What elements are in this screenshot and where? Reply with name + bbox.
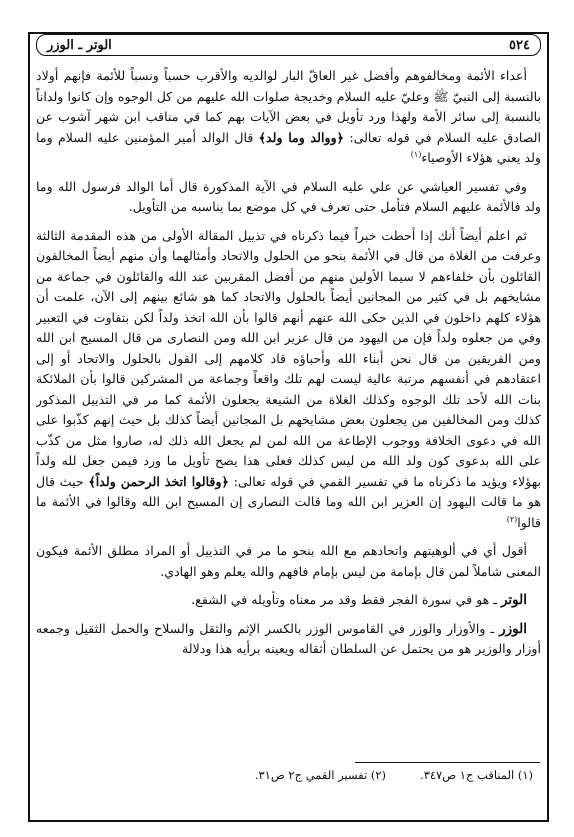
footnote-ref: (١): [410, 149, 422, 159]
footnote-2: (٢) تفسير القمي ج٢ ص٣١.: [254, 768, 387, 782]
quran-quote: ﴿ووالد وما ولد﴾: [258, 129, 345, 145]
footnote-divider: [355, 762, 540, 763]
running-header: [36, 34, 541, 56]
quran-quote: ﴿وقالوا اتخذ الرحمن ولداً﴾: [88, 473, 229, 489]
entry-text: ـ هو في سورة الفجر فقط وقد مر معناه وتأويله في الشفع.: [191, 592, 501, 607]
entry-term: الوزر: [499, 620, 527, 637]
paragraph-text: أعداء الأئمة ومخالفوهم وأفضل غير العاقّ البار لوالديه والأقرب حسباً ونسباً للأئمة فإنهم أولاد بالنسبة إلى النبيّ ﷺ وعليّ عليه السلام وخديجة صلوات الله عليهم من كل الوجوه وإن كانوا ولداناً بالنسبة إلى سائر الأمة ولهذا ورد تأويل في بعض الآيات بهم كما في مناقب ابن شهر آشوب عن الصادق عليه السلام في قوله تعالى:: [36, 68, 541, 145]
paragraph-3: [36, 226, 541, 534]
entry-witr: [36, 590, 541, 611]
footnotes: [36, 768, 541, 788]
entry-term: الوتر: [500, 592, 527, 608]
paragraph-text: ثم اعلم أيضاً أنك إذا أحطت خبراً فيما ذكرناه في تذييل المقالة الأولى من هذه المقدمة الثالثة وعرفت من الغلاة من قال في الأئمة بنحو من الحلول والاتحاد وأمثالهما وأن منهم أيضاً المخالفون القائلون بأن خلفاءهم لا سيما الأولين منهم من أفضل المقربين عند الله والقائلون في جماعة من مشايخهم بل في كثير من المجانين أيضاً بالحلول والاتحاد كما هو شائع بينهم إلى الآن، علمت أن هؤلاء كلهم داخلون في الذين حكى الله عنهم أنهم قالوا بأن الله اتخذ ولداً لكن بتفاوت في التعبير وفي من جعلوه ولداً فإن من اليهود من قال عزير ابن الله ومن النصارى من قال المسيح ابن الله ومن الفريقين من قال نحن أبناء الله وأحباؤه قاد كلامهم إلى القول بالحلول والاتحاد أو إلى اعتقادهم في أنفسهم مرتبة عالية ليست لهم تلك واقعاً وجماعة من المشركين قالوا بأن الملائكة بنات الله لأحد تلك الوجوه وكذلك الغلاة من الشيعة يجعلون الأئمة كما مر في التذييل المذكور كذلك ومن المخالفين من يجعلون بعض مشايخهم بل المجانين أيضاً كذلك بل حيث إنهم كذّبوا على الله في دعوى الخلافة ووجوب الإطاعة من الله لمن لم يجعل الله ذلك له، صاروا مثل من كذّب على الله بدعوى كون ولد الله من ليس كذلك فعلى هذا يصح تأويل ما ورد فيمن جعل لله ولداً بهؤلاء ويؤيد ما ذكرناه ما في تفسير القمي في قوله تعالى:: [36, 227, 541, 489]
header-title: الوتر ـ الوزر: [47, 37, 112, 53]
paragraph-text: حيث قال هو ما قالت اليهود إن العزير ابن الله وما قالت النصارى إن المسيح ابن الله وقالوا في الأئمة ما قالوا: [36, 473, 541, 530]
paragraph-1: [36, 66, 541, 169]
entry-wizr: [36, 619, 541, 660]
main-text: [36, 66, 541, 756]
paragraph-4: أقول أي في ألوهيتهم واتحادهم مع الله بنحو ما مر في التذييل أو المراد مطلق الأئمة فيكون المعنى شاملاً لمن قال بإمامة من ليس بإمام فافهم والله يعلم وهو الهادي.: [36, 543, 541, 579]
page-number: ٥٢٤: [509, 37, 530, 53]
entry-text: ـ والأوزار والوزر في القاموس الوزر بالكسر الإثم والثقل والسلاح والحمل الثقيل وجمعه أوزار والوزير هو من يحتمل عن السلطان أثقاله ويعينه برأيه هذا ودلالة: [36, 620, 541, 656]
paragraph-2: وفي تفسير العياشي عن علي عليه السلام في الآية المذكورة قال أما الوالد فرسول الله وما ولد فالأئمة عليهم السلام فتأمل حتى تعرف في كل موضع بما يناسبه من التأويل.: [36, 178, 541, 214]
footnote-1: (١) المناقب ج١ ص٣٤٧.: [420, 768, 533, 782]
paragraph-text: قال الوالد أمير المؤمنين عليه السلام وما ولد يعني هؤلاء الأوصياء: [36, 129, 541, 165]
footnote-ref: (٢): [506, 514, 518, 524]
